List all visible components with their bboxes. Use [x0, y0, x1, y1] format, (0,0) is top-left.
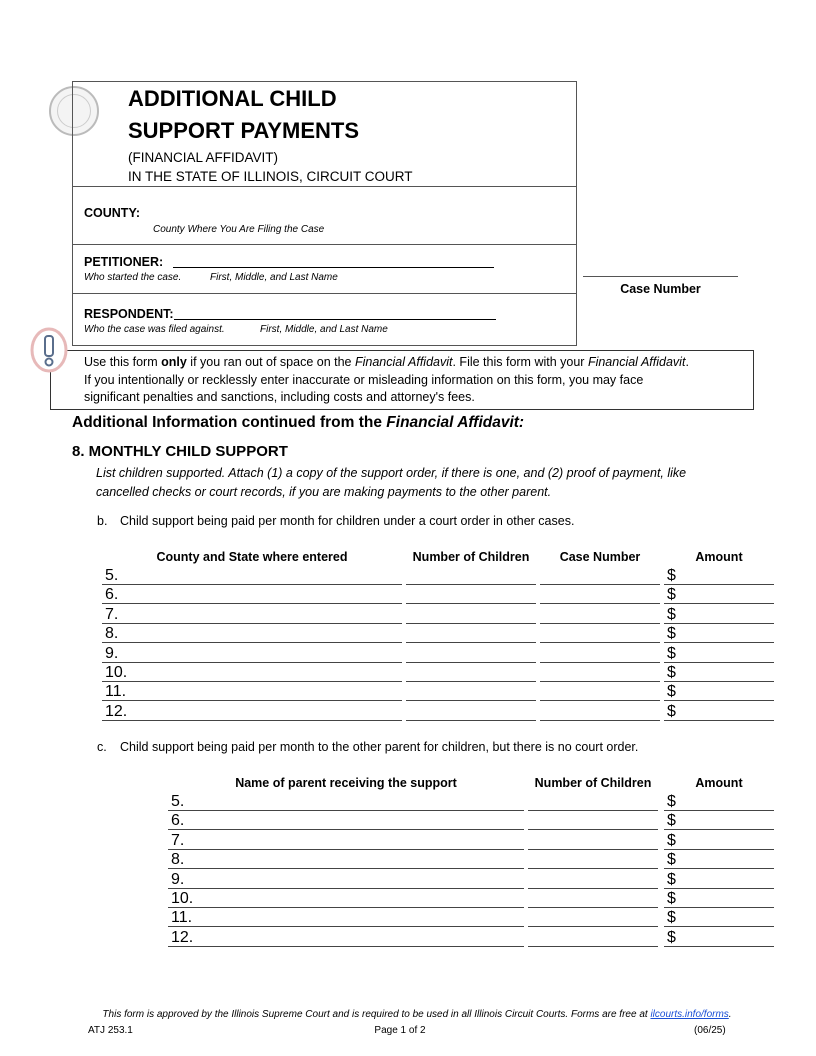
b-row-11-amount[interactable]: $: [664, 682, 774, 701]
petitioner-hint: Who started the case.: [84, 272, 182, 283]
c-row-11-children[interactable]: [528, 908, 658, 927]
petitioner-label: PETITIONER:: [84, 255, 164, 269]
b-row-10-amount[interactable]: $: [664, 663, 774, 682]
c-row-6-name[interactable]: 6.: [168, 811, 524, 830]
warning-notice: [50, 350, 754, 410]
court-name: IN THE STATE OF ILLINOIS, CIRCUIT COURT: [128, 169, 413, 184]
b-row-8-county[interactable]: 8.: [102, 624, 402, 643]
b-row-10-county[interactable]: 10.: [102, 663, 402, 682]
c-row-9-amount[interactable]: $: [664, 870, 774, 889]
c-row-7-name[interactable]: 7.: [168, 831, 524, 850]
notice-line2: If you intentionally or recklessly enter inaccurate or misleading information on this form, you may face: [84, 372, 644, 387]
c-row-12-amount[interactable]: $: [664, 928, 774, 947]
c-row-7-children[interactable]: [528, 831, 658, 850]
section-heading: Additional Information continued from the Financial Affidavit:: [72, 414, 525, 431]
b-row-8-amount[interactable]: $: [664, 624, 774, 643]
notice-line1: Use this form only if you ran out of space on the Financial Affidavit. File this form with your Financial Affidavit.: [84, 355, 689, 369]
b-row-7-county[interactable]: 7.: [102, 605, 402, 624]
form-title-line1: ADDITIONAL CHILD: [128, 86, 337, 111]
col-children-header: Number of Children: [412, 550, 530, 564]
county-label: COUNTY:: [84, 206, 141, 220]
c-row-10-children[interactable]: [528, 889, 658, 908]
b-row-9-case[interactable]: [540, 644, 660, 663]
b-row-7-amount[interactable]: $: [664, 605, 774, 624]
c-row-8-amount[interactable]: $: [664, 850, 774, 869]
revision-date: (06/25): [694, 1025, 726, 1036]
exclamation-icon: [30, 327, 68, 373]
b-row-12-county[interactable]: 12.: [102, 702, 402, 721]
b-row-7-case[interactable]: [540, 605, 660, 624]
b-row-12-children[interactable]: [406, 702, 536, 721]
c-row-10-amount[interactable]: $: [664, 889, 774, 908]
form-title-line2: SUPPORT PAYMENTS: [128, 118, 360, 143]
petitioner-field[interactable]: [173, 256, 494, 268]
county-hint: County Where You Are Filing the Case: [153, 224, 325, 235]
part-c-text: Child support being paid per month to the other parent for children, but there is no court order.: [120, 740, 639, 754]
c-row-12-children[interactable]: [528, 928, 658, 947]
respondent-field[interactable]: [174, 308, 496, 320]
forms-link[interactable]: ilcourts.info/forms: [650, 1009, 729, 1020]
footer-approval: This form is approved by the Illinois Supreme Court and is required to be used in all Illinois Circuit Courts. Forms are free at ilcourts.info/forms.: [102, 1009, 732, 1020]
case-number-field[interactable]: [583, 276, 738, 277]
c-row-11-name[interactable]: 11.: [168, 908, 524, 927]
b-row-5-case[interactable]: [540, 566, 660, 585]
c-row-5-amount[interactable]: $: [664, 792, 774, 811]
b-row-9-county[interactable]: 9.: [102, 644, 402, 663]
b-row-10-case[interactable]: [540, 663, 660, 682]
col-county-header: County and State where entered: [156, 550, 348, 564]
b-row-7-children[interactable]: [406, 605, 536, 624]
case-number-label: Case Number: [620, 282, 701, 296]
b-row-5-amount[interactable]: $: [664, 566, 774, 585]
c-row-6-amount[interactable]: $: [664, 811, 774, 830]
c-row-5-name[interactable]: 5.: [168, 792, 524, 811]
col-amount-header: Amount: [695, 550, 743, 564]
part-c-letter: c.: [97, 740, 107, 754]
case-caption-box: [72, 81, 577, 346]
part-b-letter: b.: [97, 514, 108, 528]
b-row-9-children[interactable]: [406, 644, 536, 663]
c-row-6-children[interactable]: [528, 811, 658, 830]
c-row-8-name[interactable]: 8.: [168, 850, 524, 869]
b-row-5-county[interactable]: 5.: [102, 566, 402, 585]
b-row-11-county[interactable]: 11.: [102, 682, 402, 701]
c-row-12-name[interactable]: 12.: [168, 928, 524, 947]
c-row-10-name[interactable]: 10.: [168, 889, 524, 908]
instructions-line1: List children supported. Attach (1) a copy of the support order, if there is one, and (2) proof of payment, like: [96, 466, 687, 480]
c-row-11-amount[interactable]: $: [664, 908, 774, 927]
col-children-header-c: Number of Children: [534, 776, 652, 790]
c-row-8-children[interactable]: [528, 850, 658, 869]
col-name-header: Name of parent receiving the support: [235, 776, 457, 790]
notice-line3: significant penalties and sanctions, including costs and attorney's fees.: [84, 390, 475, 404]
b-row-10-children[interactable]: [406, 663, 536, 682]
form-subtitle: (FINANCIAL AFFIDAVIT): [128, 150, 279, 165]
b-row-5-children[interactable]: [406, 566, 536, 585]
b-row-6-county[interactable]: 6.: [102, 585, 402, 604]
b-row-12-case[interactable]: [540, 702, 660, 721]
b-row-8-case[interactable]: [540, 624, 660, 643]
b-row-6-case[interactable]: [540, 585, 660, 604]
b-row-11-children[interactable]: [406, 682, 536, 701]
b-row-11-case[interactable]: [540, 682, 660, 701]
page-number: Page 1 of 2: [374, 1025, 426, 1036]
respondent-name-hint: First, Middle, and Last Name: [260, 324, 388, 335]
col-case-header: Case Number: [559, 550, 641, 564]
b-row-8-children[interactable]: [406, 624, 536, 643]
respondent-label: RESPONDENT:: [84, 307, 174, 321]
form-id: ATJ 253.1: [88, 1025, 133, 1036]
section-title: 8. MONTHLY CHILD SUPPORT: [72, 443, 288, 460]
respondent-hint: Who the case was filed against.: [84, 324, 225, 335]
col-amount-header-c: Amount: [695, 776, 743, 790]
c-row-9-name[interactable]: 9.: [168, 870, 524, 889]
c-row-7-amount[interactable]: $: [664, 831, 774, 850]
instructions-line2: cancelled checks or court records, if you are making payments to the other parent.: [96, 485, 552, 499]
b-row-9-amount[interactable]: $: [664, 644, 774, 663]
b-row-6-amount[interactable]: $: [664, 585, 774, 604]
part-b-text: Child support being paid per month for children under a court order in other cases.: [120, 514, 575, 528]
petitioner-name-hint: First, Middle, and Last Name: [210, 272, 338, 283]
b-row-12-amount[interactable]: $: [664, 702, 774, 721]
b-row-6-children[interactable]: [406, 585, 536, 604]
c-row-5-children[interactable]: [528, 792, 658, 811]
c-row-9-children[interactable]: [528, 870, 658, 889]
